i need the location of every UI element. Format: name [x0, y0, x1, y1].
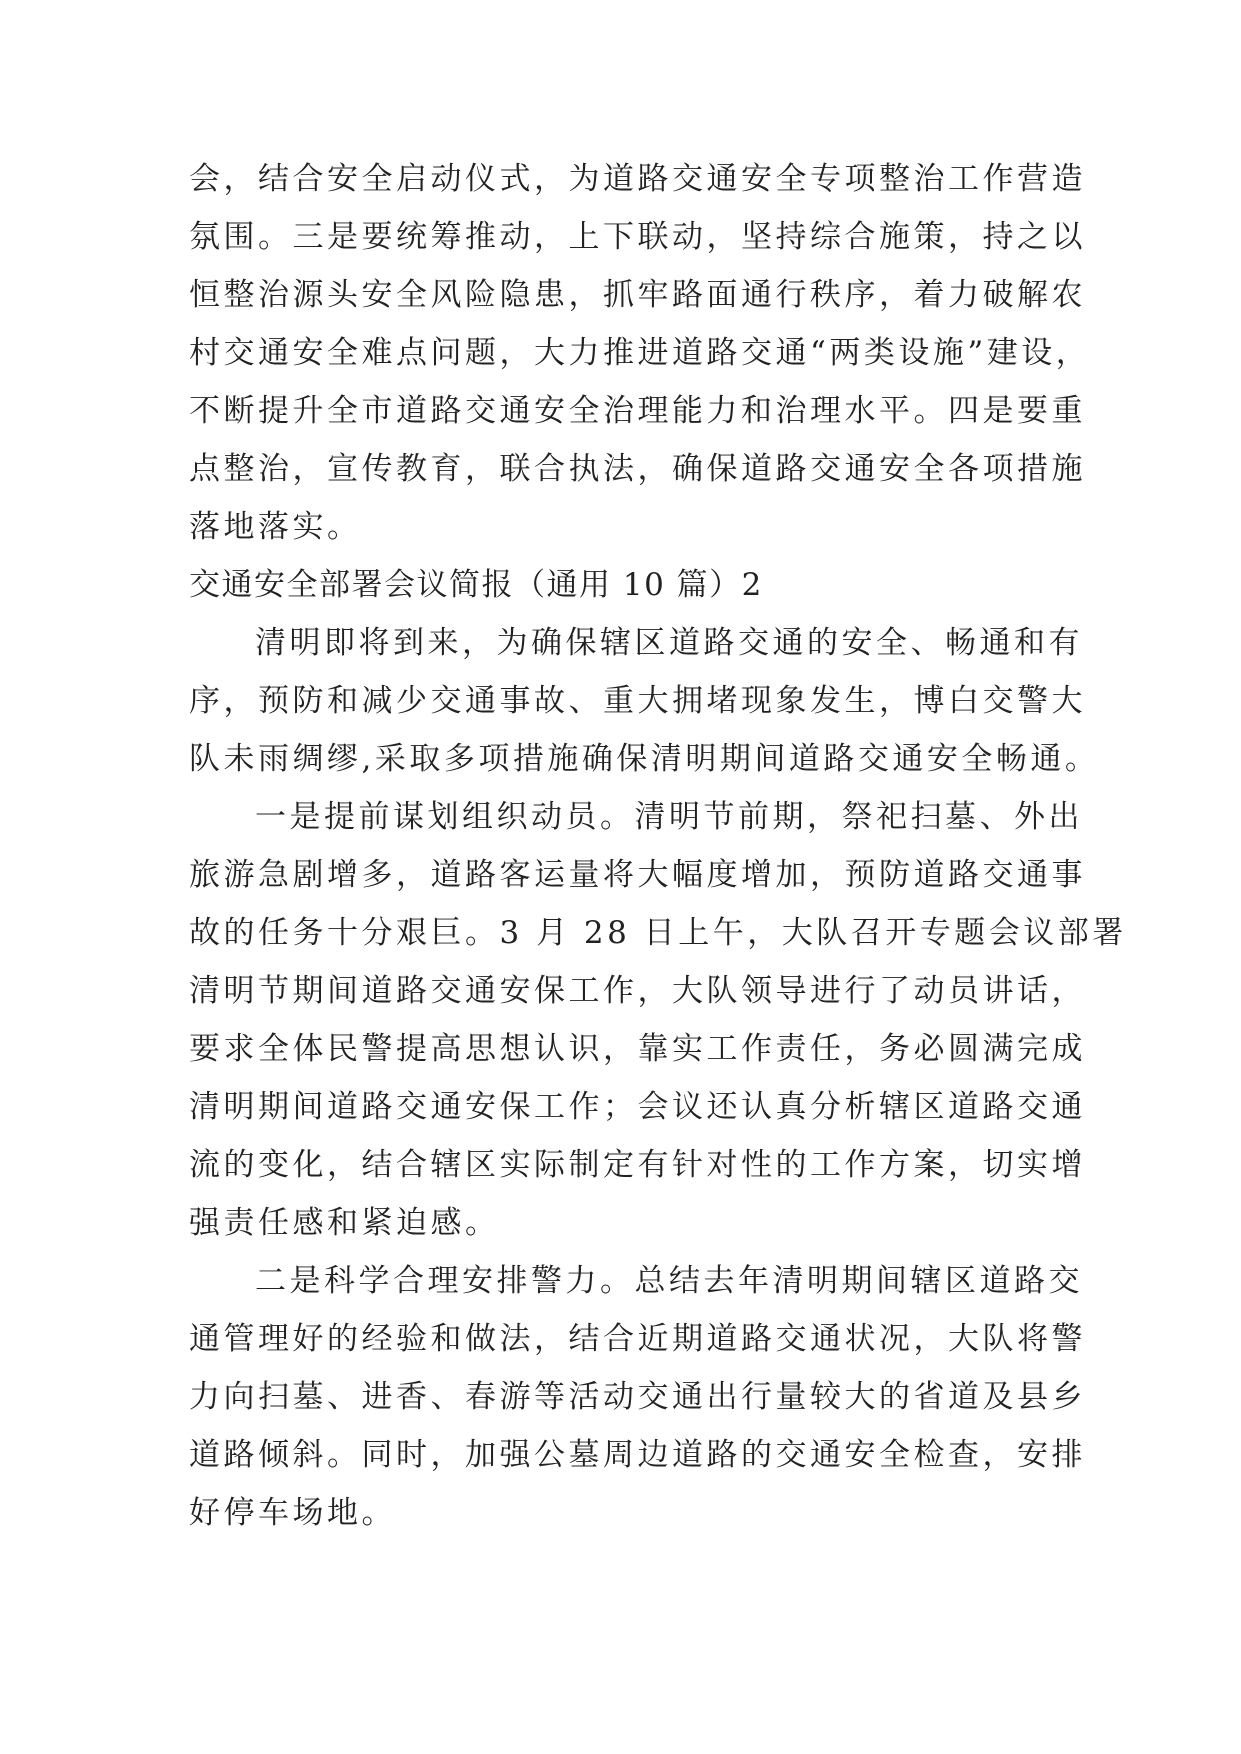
text-line: 会，结合安全启动仪式，为道路交通安全专项整治工作营造 — [189, 161, 1086, 197]
text-line: 通管理好的经验和做法，结合近期道路交通状况，大队将警 — [189, 1321, 1086, 1357]
text-line: 序，预防和减少交通事故、重大拥堵现象发生，博白交警大 — [189, 683, 1086, 719]
text-line: 强责任感和紧迫感。 — [189, 1205, 500, 1241]
text-line: 力向扫墓、进香、春游等活动交通出行量较大的省道及县乡 — [189, 1379, 1086, 1415]
intro-paragraph — [189, 150, 1091, 556]
paragraph-2 — [189, 788, 1127, 1252]
text-line: 点整治，宣传教育，联合执法，确保道路交通安全各项措施 — [189, 451, 1086, 487]
text-line: 清明即将到来，为确保辖区道路交通的安全、畅通和有 — [255, 625, 1083, 661]
text-line: 清明期间道路交通安保工作；会议还认真分析辖区道路交通 — [189, 1089, 1086, 1125]
section-heading: 交通安全部署会议简报（通用 10 篇）2 — [189, 567, 763, 603]
text-line: 落地落实。 — [189, 509, 362, 545]
text-line: 流的变化，结合辖区实际制定有针对性的工作方案，切实增 — [189, 1147, 1086, 1183]
text-line: 清明节期间道路交通安保工作，大队领导进行了动员讲话， — [189, 973, 1086, 1009]
document-body — [189, 150, 1127, 1542]
text-line: 好停车场地。 — [189, 1495, 396, 1531]
text-line: 恒整治源头安全风险隐患，抓牢路面通行秩序，着力破解农 — [189, 277, 1086, 313]
text-line: 村交通安全难点问题，大力推进道路交通“两类设施”建设， — [189, 335, 1091, 371]
text-line: 要求全体民警提高思想认识，靠实工作责任，务必圆满完成 — [189, 1031, 1086, 1067]
text-line: 道路倾斜。同时，加强公墓周边道路的交通安全检查，安排 — [189, 1437, 1086, 1473]
text-line: 不断提升全市道路交通安全治理能力和治理水平。四是要重 — [189, 393, 1086, 429]
text-line: 队未雨绸缪,采取多项措施确保清明期间道路交通安全畅通。 — [189, 741, 1100, 777]
text-line: 氛围。三是要统筹推动，上下联动，坚持综合施策，持之以 — [189, 219, 1086, 255]
text-line: 一是提前谋划组织动员。清明节前期，祭祀扫墓、外出 — [255, 799, 1083, 835]
paragraph-3 — [189, 1252, 1086, 1542]
text-line: 故的任务十分艰巨。3 月 28 日上午，大队召开专题会议部署 — [189, 915, 1127, 951]
text-line: 旅游急剧增多，道路客运量将大幅度增加，预防道路交通事 — [189, 857, 1086, 893]
paragraph-1 — [189, 614, 1100, 788]
text-line: 二是科学合理安排警力。总结去年清明期间辖区道路交 — [255, 1263, 1083, 1299]
